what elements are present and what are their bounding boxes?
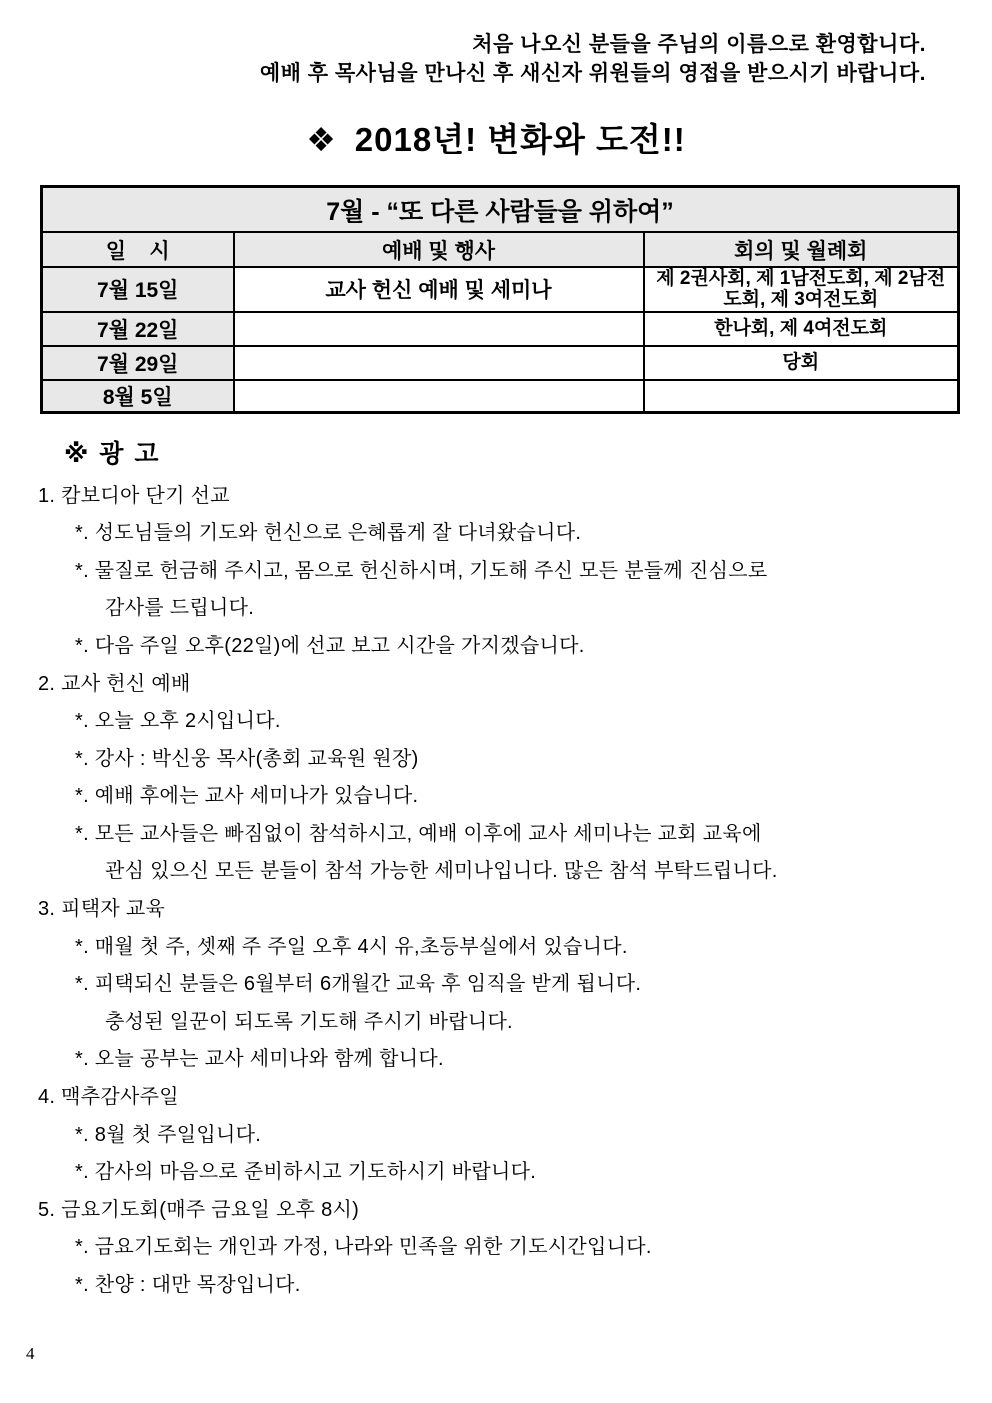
- announcement-subitem: *. 금요기도회는 개인과 가정, 나라와 민족을 위한 기도시간입니다.: [75, 1236, 652, 1259]
- page-title: [0, 114, 992, 161]
- announcement-subitem: *. 물질로 헌금해 주시고, 몸으로 헌신하시며, 기도해 주신 모든 분들께 진심으로: [75, 559, 768, 582]
- announcement-subitem: 감사를 드립니다.: [105, 597, 255, 620]
- announcement-item: 5. 금요기도회(매주 금요일 오후 8시): [38, 1198, 360, 1221]
- schedule-table-body: [42, 187, 959, 413]
- announcement-subitem: *. 감사의 마음으로 준비하시고 기도하시기 바랍니다.: [75, 1161, 537, 1184]
- cell-date: 7월 22일: [42, 312, 234, 346]
- table-caption-row: [42, 187, 959, 233]
- schedule-table: [40, 185, 960, 414]
- column-header-date: 일 시: [42, 232, 234, 267]
- announcement-subitem: *. 매월 첫 주, 셋째 주 주일 오후 4시 유,초등부실에서 있습니다.: [75, 935, 628, 958]
- cell-meeting: [644, 380, 959, 413]
- cell-event: [234, 380, 644, 413]
- cell-event: [234, 346, 644, 380]
- cell-date: 7월 29일: [42, 346, 234, 380]
- page-title-text: 2018년! 변화와 도전!!: [354, 121, 686, 158]
- cell-event: 교사 헌신 예배 및 세미나: [234, 267, 644, 312]
- table-row: [42, 380, 959, 413]
- announcement-subitem: *. 다음 주일 오후(22일)에 선교 보고 시간을 가지겠습니다.: [75, 634, 585, 657]
- table-caption: 7월 - “또 다른 사람들을 위하여”: [42, 187, 959, 233]
- page-number: 4: [26, 1344, 35, 1363]
- cell-date: 7월 15일: [42, 267, 234, 312]
- cell-meeting: 당회: [644, 346, 959, 380]
- announcement-subitem: 충성된 일꾼이 되도록 기도해 주시기 바랍니다.: [105, 1010, 513, 1033]
- table-row: [42, 312, 959, 346]
- cell-event: [234, 312, 644, 346]
- cell-date: 8월 5일: [42, 380, 234, 413]
- diamond-bullet-icon: ❖: [306, 121, 337, 158]
- announcement-subitem: *. 성도님들의 기도와 헌신으로 은혜롭게 잘 다녀왔습니다.: [75, 522, 582, 545]
- announcement-item: 2. 교사 헌신 예배: [38, 672, 191, 695]
- announcement-item: 4. 맥추감사주일: [38, 1086, 179, 1109]
- welcome-line-1: 처음 나오신 분들을 주님의 이름으로 환영합니다.: [472, 33, 926, 56]
- announcement-list: [38, 478, 972, 1305]
- welcome-note: [0, 0, 992, 88]
- announcement-subitem: *. 8월 첫 주일입니다.: [75, 1123, 262, 1146]
- announcement-subitem: 관심 있으신 모든 분들이 참석 가능한 세미나입니다. 많은 참석 부탁드립니다.: [105, 860, 778, 883]
- cell-meeting: 제 2권사회, 제 1남전도회, 제 2남전도회, 제 3여전도회: [644, 267, 959, 312]
- announcement-subitem: *. 오늘 오후 2시입니다.: [75, 710, 281, 733]
- announcement-item: 3. 피택자 교육: [38, 898, 166, 921]
- announcement-subitem: *. 찬양 : 대만 목장입니다.: [75, 1274, 301, 1296]
- table-row: [42, 346, 959, 380]
- column-header-event: 예배 및 행사: [234, 232, 644, 267]
- announcement-subitem: *. 예배 후에는 교사 세미나가 있습니다.: [75, 785, 419, 808]
- table-row: [42, 267, 959, 312]
- cell-meeting: 한나회, 제 4여전도회: [644, 312, 959, 346]
- column-header-meeting: 회의 및 월례회: [644, 232, 959, 267]
- announcements-heading: ※ 광 고: [64, 439, 161, 468]
- table-header-row: [42, 232, 959, 267]
- announcement-subitem: *. 강사 : 박신웅 목사(총회 교육원 원장): [75, 747, 419, 770]
- announcement-subitem: *. 오늘 공부는 교사 세미나와 함께 합니다.: [75, 1048, 444, 1071]
- announcement-subitem: *. 모든 교사들은 빠짐없이 참석하시고, 예배 이후에 교사 세미나는 교회 교육에: [75, 822, 762, 845]
- announcement-item: 1. 캄보디아 단기 선교: [38, 484, 230, 507]
- welcome-line-2: 예배 후 목사님을 만나신 후 새신자 위원들의 영접을 받으시기 바랍니다.: [259, 62, 926, 85]
- announcement-subitem: *. 피택되신 분들은 6월부터 6개월간 교육 후 임직을 받게 됩니다.: [75, 973, 642, 996]
